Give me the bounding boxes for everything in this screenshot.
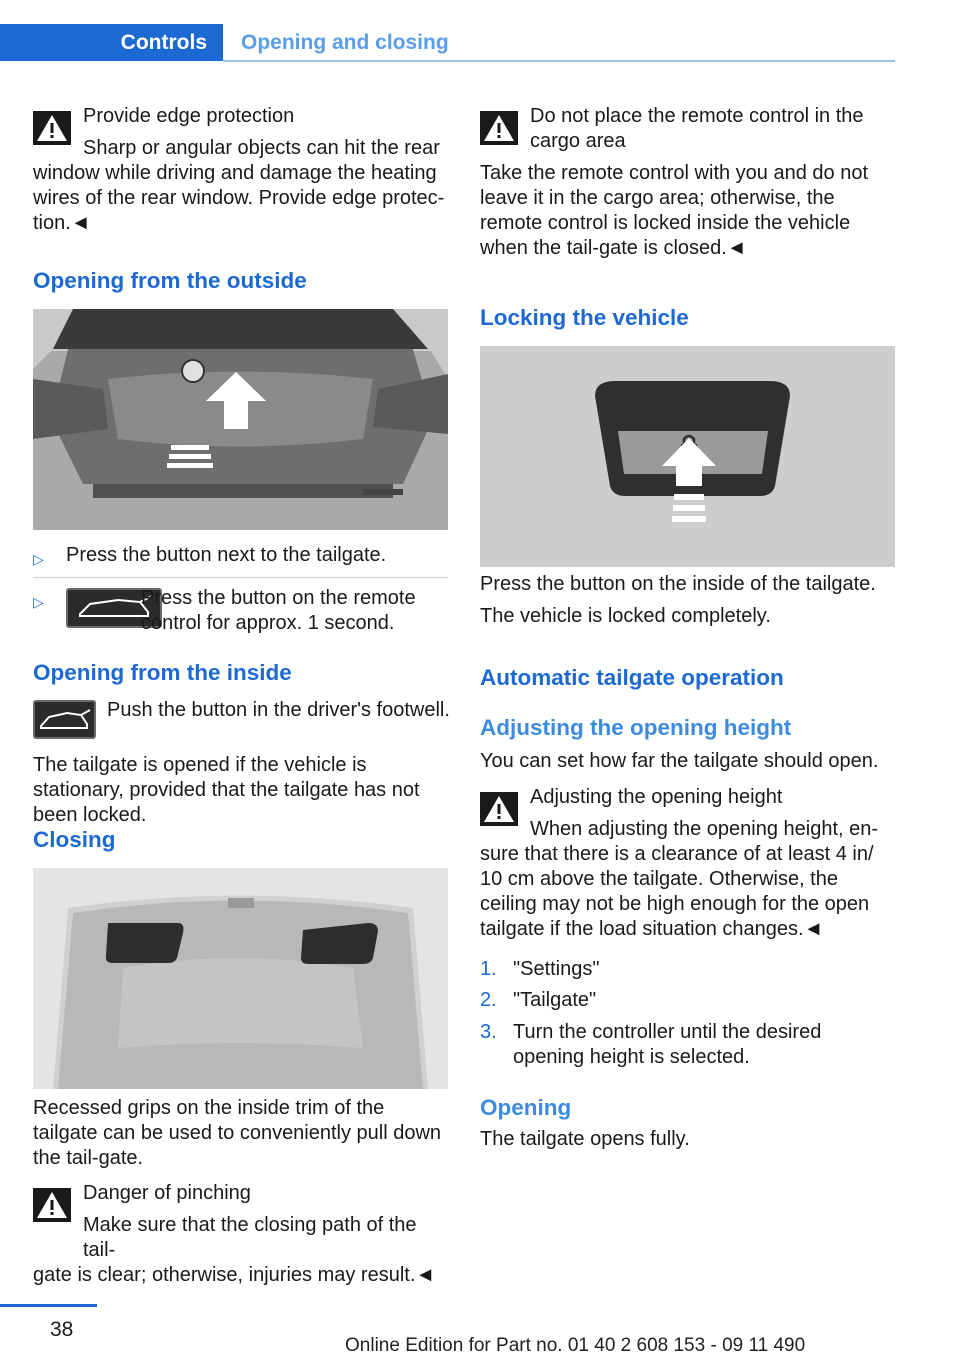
- step-number: 2.: [480, 989, 497, 1011]
- heading-closing: Closing: [33, 827, 116, 852]
- bullet-remote-control: [33, 586, 448, 634]
- warning-edge-protection: [33, 104, 448, 236]
- photo-tailgate-outside: [33, 309, 448, 530]
- warning-body: sure that there is a clearance of at least 4 in/ 10 cm above the tailgate. Otherwise, the ceiling may not be high enough for the open tailgate if the load situation changes.◄: [480, 843, 874, 940]
- lock-button-illustration: [480, 346, 895, 567]
- warning-body-first-line: When adjusting the opening height, en‐: [530, 818, 879, 840]
- warning-triangle-icon: [480, 111, 518, 145]
- warning-danger-of-pinching: [33, 1181, 448, 1288]
- page-number: 38: [50, 1318, 74, 1341]
- warning-title: Adjusting the opening height: [530, 786, 783, 808]
- heading-opening-from-outside: Opening from the outside: [33, 268, 307, 293]
- warning-triangle-icon: [480, 792, 518, 826]
- tailgate-trim-illustration: [33, 868, 448, 1089]
- warning-remote-control-cargo: [480, 104, 895, 261]
- warning-adjusting-height: [480, 785, 895, 942]
- step-text: "Tailgate": [513, 989, 597, 1011]
- heading-automatic-tailgate: Automatic tailgate operation: [480, 665, 784, 690]
- warning-body-first-line: Sharp or angular objects can hit the rear: [83, 137, 440, 159]
- section-label: Controls: [120, 30, 207, 54]
- footwell-button-icon: [33, 700, 96, 739]
- heading-opening-from-inside: Opening from the inside: [33, 660, 292, 685]
- step-number: 3.: [480, 1021, 497, 1043]
- footer-divider: [0, 1304, 97, 1307]
- warning-triangle-icon: [33, 1188, 71, 1222]
- photo-tailgate-inside: [33, 868, 448, 1089]
- warning-body: window while driving and damage the heating wires of the rear window. Provide edge protec‐tion.◄: [33, 162, 445, 234]
- bullet-text: Press the button next to the tailgate.: [66, 544, 387, 566]
- step-number: 1.: [480, 958, 497, 980]
- step-text: Turn the controller until the desired opening height is selected.: [513, 1021, 822, 1068]
- warning-title: Provide edge protection: [83, 105, 295, 127]
- lock-result: The vehicle is locked completely.: [480, 605, 771, 627]
- heading-opening: Opening: [480, 1095, 572, 1120]
- heading-adjusting-height: Adjusting the opening height: [480, 715, 792, 740]
- height-intro: You can set how far the tailgate should open.: [480, 750, 879, 772]
- photo-lock-button: [480, 346, 895, 567]
- stationary-note: The tailgate is opened if the vehicle is stationary, provided that the tailgate has not been locked.: [33, 754, 420, 826]
- inside-instruction: Push the button in the driver's footwell.: [107, 699, 450, 721]
- step-text: "Settings": [513, 958, 600, 980]
- warning-title: Do not place the remote control in the cargo area: [530, 105, 864, 152]
- bullet-divider: [33, 577, 448, 578]
- bullet-text: Press the button on the remote control for approx. 1 second.: [141, 587, 416, 634]
- lock-instruction: Press the button on the inside of the tailgate.: [480, 573, 876, 595]
- warning-body-first-line: Make sure that the closing path of the tail‐: [83, 1214, 417, 1261]
- triangle-bullet-icon: ▷: [33, 594, 44, 610]
- opening-text: The tailgate opens fully.: [480, 1128, 690, 1150]
- edition-footer: Online Edition for Part no. 01 40 2 608 153 - 09 11 490: [345, 1335, 806, 1356]
- section-tab-controls[interactable]: [0, 24, 223, 61]
- car-rear-illustration: [33, 309, 448, 530]
- heading-locking-the-vehicle: Locking the vehicle: [480, 305, 689, 330]
- header-divider: [223, 60, 895, 62]
- triangle-bullet-icon: ▷: [33, 551, 44, 567]
- section-tab-opening-and-closing[interactable]: Opening and closing: [241, 31, 449, 54]
- warning-title: Danger of pinching: [83, 1182, 251, 1204]
- warning-body: Take the remote control with you and do not leave it in the cargo area; otherwise, the remote control is locked inside the vehicle when the tail‐gate is closed.◄: [480, 162, 869, 259]
- warning-triangle-icon: [33, 111, 71, 145]
- warning-body: gate is clear; otherwise, injuries may result.◄: [33, 1264, 436, 1286]
- grips-description: Recessed grips on the inside trim of the tailgate can be used to conveniently pull down the tail‐gate.: [33, 1097, 442, 1169]
